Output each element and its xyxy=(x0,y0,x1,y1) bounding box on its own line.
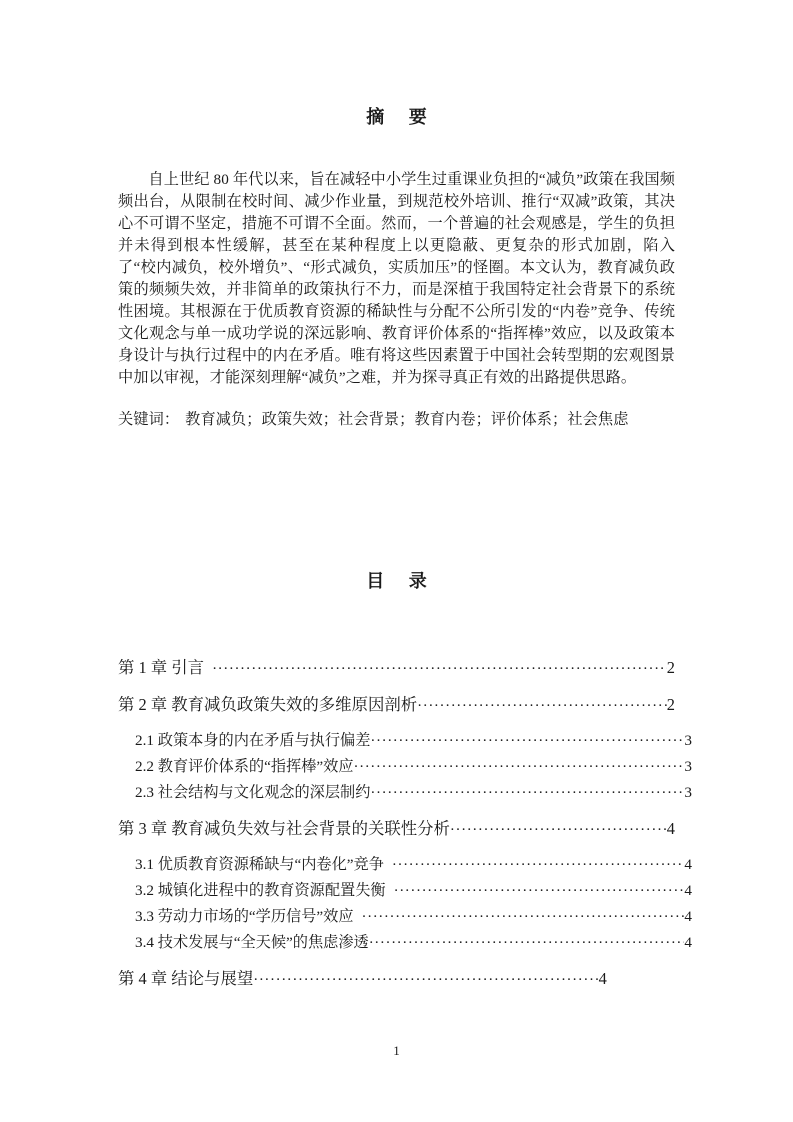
table-of-contents-section xyxy=(118,568,692,1004)
toc-entry[interactable] xyxy=(118,730,692,751)
keywords-label: 关键词： xyxy=(118,411,180,428)
toc-entry-label: 第 2 章 教育减负政策失效的多维原因剖析 xyxy=(118,695,418,714)
abstract-section xyxy=(118,104,675,431)
toc-entry-page-number: 4 xyxy=(598,969,607,988)
toc-entry-page-number: 4 xyxy=(666,819,675,838)
toc-entry[interactable] xyxy=(118,782,692,803)
toc-entry[interactable] xyxy=(118,967,675,990)
toc-entry-page-number: 4 xyxy=(684,934,692,951)
toc-dot-leader xyxy=(253,973,598,989)
toc-entry-label: 第 4 章 结论与展望 xyxy=(118,969,254,988)
toc-entry-label: 3.4 技术发展与“全天候”的焦虑渗透 xyxy=(135,934,369,951)
toc-dot-leader xyxy=(212,662,667,678)
toc-entry-page-number: 3 xyxy=(684,784,692,801)
keywords-value: 教育减负；政策失效；社会背景；教育内卷；评价体系；社会焦虑 xyxy=(185,411,629,428)
toc-entry-page-number: 4 xyxy=(684,856,692,873)
toc-entry-label: 2.2 教育评价体系的“指挥棒”效应 xyxy=(135,758,354,775)
page-number: 1 xyxy=(393,1043,400,1058)
keywords-line xyxy=(118,409,675,431)
toc-entry-label: 3.2 城镇化进程中的教育资源配置失衡 xyxy=(135,882,386,899)
toc-entry-page-number: 2 xyxy=(666,695,675,714)
toc-dot-leader xyxy=(392,858,685,873)
toc-entry[interactable] xyxy=(118,656,675,679)
toc-entry[interactable] xyxy=(118,756,692,777)
toc-entry-page-number: 3 xyxy=(684,732,692,749)
toc-entry[interactable] xyxy=(118,693,675,716)
toc-list xyxy=(118,656,692,990)
toc-dot-leader xyxy=(417,699,667,715)
abstract-heading: 摘 要 xyxy=(366,107,437,127)
toc-entry[interactable] xyxy=(118,854,692,875)
toc-entry-page-number: 2 xyxy=(666,658,675,677)
toc-entry-label: 第 3 章 教育减负失效与社会背景的关联性分析 xyxy=(118,819,450,838)
toc-entry-label: 2.3 社会结构与文化观念的深层制约 xyxy=(135,784,371,801)
toc-dot-leader xyxy=(362,910,685,925)
toc-dot-leader xyxy=(450,823,667,839)
toc-dot-leader xyxy=(369,936,685,951)
toc-heading: 目 录 xyxy=(366,571,437,591)
toc-entry[interactable] xyxy=(118,880,692,901)
toc-dot-leader xyxy=(370,734,684,749)
abstract-body-text: 自上世纪 80 年代以来，旨在减轻中小学生过重课业负担的“减负”政策在我国频频出台，从限制在校时间、减少作业量，到规范校外培训、推行“双减”政策，其决心不可谓不坚定，措施不可谓不全面。然而，一个普遍的社会观感是，学生的负担并未得到根本性缓解，甚至在某种程度上以更隐蔽、更复杂的形式加剧，陷入了“校内减负，校外增负”、“形式减负，实质加压”的怪圈。本文认为，教育减负政策的频频失效，并非简单的政策执行不力，而是深植于我国特定社会背景下的系统性困境。其根源在于优质教育资源的稀缺性与分配不公所引发的“内卷”竞争、传统文化观念与单一成功学说的深远影响、教育评价体系的“指挥棒”效应，以及政策本身设计与执行过程中的内在矛盾。唯有将这些因素置于中国社会转型期的宏观图景中加以审视，才能深刻理解“减负”之难，并为探寻真正有效的出路提供思路。 xyxy=(118,171,675,386)
toc-entry-page-number: 4 xyxy=(684,908,692,925)
toc-dot-leader xyxy=(370,786,684,801)
toc-entry[interactable] xyxy=(118,817,675,840)
toc-entry[interactable] xyxy=(118,932,692,953)
toc-dot-leader xyxy=(354,760,685,775)
toc-dot-leader xyxy=(394,884,685,899)
toc-entry-label: 2.1 政策本身的内在矛盾与执行偏差 xyxy=(135,732,371,749)
toc-entry-label: 3.1 优质教育资源稀缺与“内卷化”竞争 xyxy=(135,856,384,873)
toc-entry-page-number: 3 xyxy=(684,758,692,775)
toc-entry-label: 第 1 章 引言 xyxy=(118,658,205,677)
toc-entry-page-number: 4 xyxy=(684,882,692,899)
toc-entry-label: 3.3 劳动力市场的“学历信号”效应 xyxy=(135,908,354,925)
toc-entry[interactable] xyxy=(118,906,692,927)
